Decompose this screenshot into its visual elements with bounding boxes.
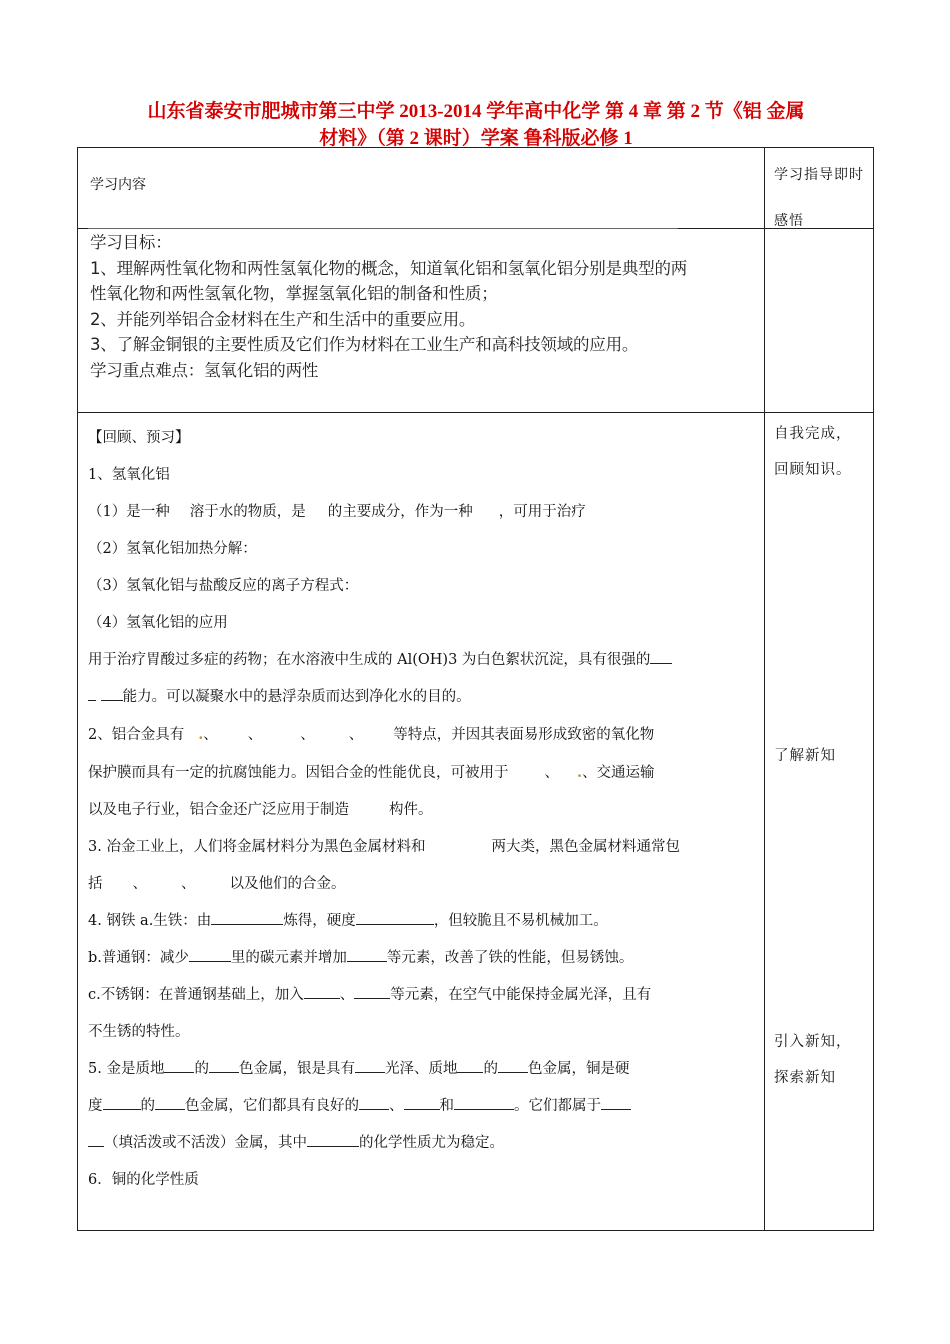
fill-blank[interactable] xyxy=(103,1093,141,1110)
fill-blank[interactable] xyxy=(304,982,340,999)
title-line-2: 材料》（第 2 课时）学案 鲁科版必修 1 xyxy=(319,128,633,149)
study-table xyxy=(77,147,874,1231)
section-4-line-4: 不生锈的特性。 xyxy=(88,1024,190,1040)
note-self-complete: 自我完成，回顾知识。 xyxy=(774,426,852,478)
fill-blank[interactable] xyxy=(307,1130,359,1147)
fill-blank[interactable] xyxy=(209,1056,239,1073)
learning-goals xyxy=(90,230,690,383)
fill-blank[interactable] xyxy=(189,945,231,962)
header-guidance: 学习指导即时感悟 xyxy=(774,167,864,229)
section-4-line-2: b.普通钢：减少 里的碳元素并增加 等元素，改善了铁的性能，但易锈蚀。 xyxy=(88,940,756,977)
key-difficulty: 学习重点难点：氢氧化铝的两性 xyxy=(90,360,319,380)
goal-3: 3、了解金铜银的主要性质及它们作为材料在工业生产和高科技领域的应用。 xyxy=(90,335,639,354)
fill-blank[interactable] xyxy=(101,684,123,701)
section-5-line-2: 度 的 色金属，它们都具有良好的 、 和 。它们都属于 xyxy=(88,1088,756,1125)
fill-blank[interactable] xyxy=(498,1056,528,1073)
title-line-1: 山东省泰安市肥城市第三中学 2013-2014 学年高中化学 第 4 章 第 2 节《铝 金属 xyxy=(147,101,805,122)
fill-blank[interactable] xyxy=(354,982,390,999)
fill-blank[interactable] xyxy=(356,908,434,925)
section-5-line-3: （填活泼或不活泼）金属，其中 的化学性质尤为稳定。 xyxy=(88,1125,756,1162)
goals-rule xyxy=(88,228,678,229)
fill-blank[interactable] xyxy=(404,1093,440,1110)
fill-blank[interactable] xyxy=(164,1056,194,1073)
fill-blank[interactable] xyxy=(454,1093,514,1110)
header-study-content: 学习内容 xyxy=(90,177,146,193)
goal-1: 1、理解两性氧化物和两性氢氧化物的概念，知道氧化铝和氢氧化铝分别是典型的两性氧化物和两性氢氧化物，掌握氢氧化铝的制备和性质； xyxy=(90,258,688,303)
section-2-line-2: 保护膜而具有一定的抗腐蚀能力。因铝合金的性能优良，可被用于 、 .、交通运输 xyxy=(88,764,655,781)
section-2-line-3: 以及电子行业，铝合金还广泛应用于制造 构件。 xyxy=(88,802,433,818)
fill-blank[interactable] xyxy=(88,1130,104,1147)
fill-blank[interactable] xyxy=(211,908,283,925)
review-heading: 【回顾、预习】 xyxy=(88,430,190,446)
section-1-item-2: （2）氢氧化铝加热分解： xyxy=(88,541,257,557)
section-4-line-1: 4. 钢铁 a.生铁：由 炼得，硬度 ，但较脆且不易机械加工。 xyxy=(88,903,756,940)
fill-blank[interactable] xyxy=(347,945,387,962)
section-3-line-2: 括 、 、 以及他们的合金。 xyxy=(88,876,346,892)
section-6-title: 6．铜的化学性质 xyxy=(88,1172,199,1188)
goals-heading: 学习目标： xyxy=(90,233,172,252)
fill-blank[interactable] xyxy=(601,1093,631,1110)
section-1-item-1: （1）是一种 溶于水的物质，是 的主要成分，作为一种 ，可用于治疗 xyxy=(88,504,586,520)
row-divider-2 xyxy=(78,412,873,413)
section-3-line-1: 3. 冶金工业上，人们将金属材料分为黑色金属材料和 两大类，黑色金属材料通常包 xyxy=(88,839,680,855)
section-1-title: 1、氢氧化铝 xyxy=(88,467,170,483)
section-4-line-3: c.不锈钢：在普通钢基础上，加入 、 等元素，在空气中能保持金属光泽，且有 xyxy=(88,977,756,1014)
review-section xyxy=(88,420,756,1199)
fill-blank[interactable] xyxy=(359,1093,389,1110)
fill-blank[interactable] xyxy=(457,1056,483,1073)
section-1-item-4: （4）氢氧化铝的应用 xyxy=(88,615,228,631)
column-divider xyxy=(764,148,765,1230)
fill-blank[interactable] xyxy=(88,684,96,701)
section-2-line-1: 2、铝合金具有 .、 、 、 、 等特点，并因其表面易形成致密的氧化物 xyxy=(88,726,655,743)
note-explore: 引入新知，探索新知 xyxy=(774,1034,852,1086)
fill-blank[interactable] xyxy=(650,647,672,664)
goal-2: 2、并能列举铝合金材料在生产和生活中的重要应用。 xyxy=(90,309,476,329)
section-1-item-3: （3）氢氧化铝与盐酸反应的离子方程式： xyxy=(88,578,359,594)
fill-blank[interactable] xyxy=(155,1093,185,1110)
fill-blank[interactable] xyxy=(355,1056,385,1073)
section-1-item-4-text: 用于治疗胃酸过多症的药物；在水溶液中生成的 Al(OH)3 为白色絮状沉淀，具有很强的 xyxy=(88,642,756,679)
document-title xyxy=(80,98,872,152)
section-5-line-1: 5. 金是质地 的 色金属，银是具有 光泽、质地 的 色金属，铜是硬 xyxy=(88,1051,756,1088)
note-new-knowledge: 了解新知 xyxy=(774,748,836,764)
section-1-item-4-text-2: 能力。可以凝聚水中的悬浮杂质而达到净化水的目的。 xyxy=(88,679,756,716)
